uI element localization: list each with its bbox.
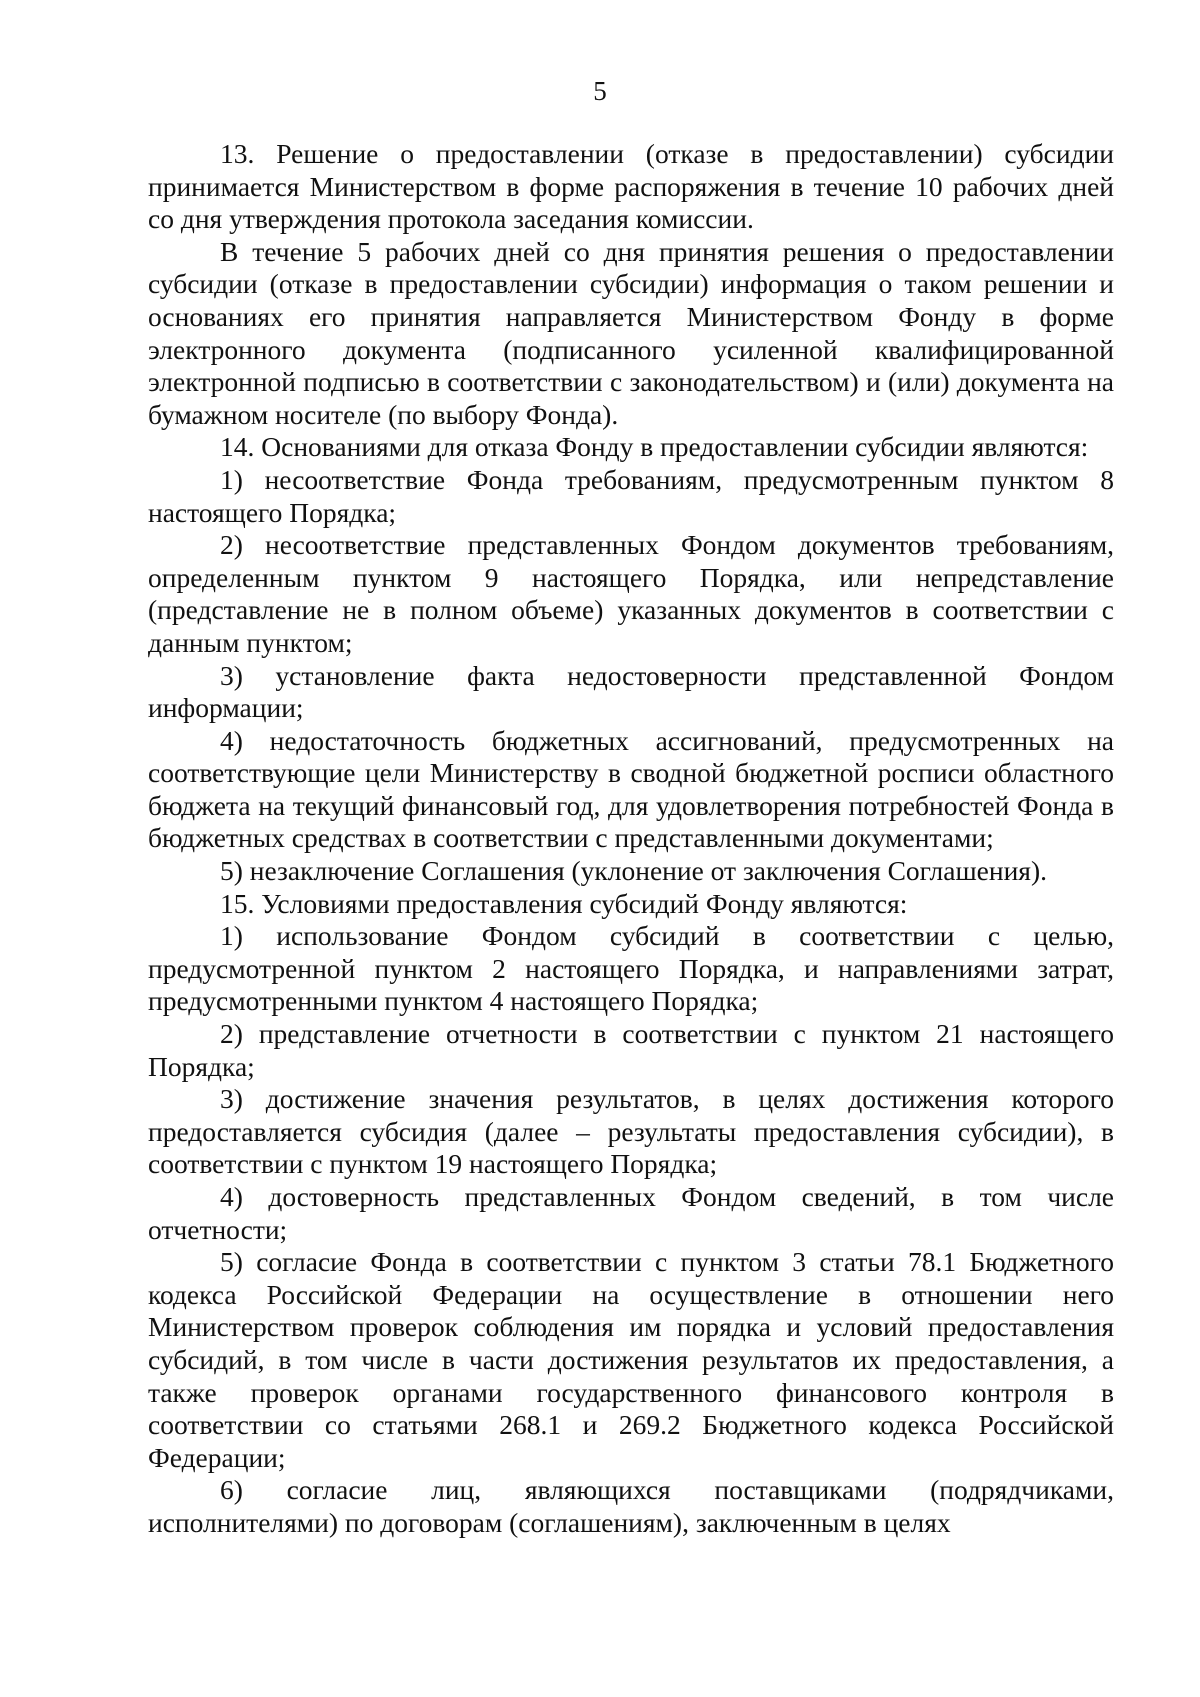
- paragraph-15-item-3: 3) достижение значения результатов, в целях достижения которого предоставляется субсидия (далее – результаты предоставления субсидии), в соответствии с пунктом 19 настоящего Порядка;: [148, 1083, 1114, 1180]
- paragraph-15-item-1: 1) использование Фондом субсидий в соответствии с целью, предусмотренной пунктом 2 настоящего Порядка, и направлениями затрат, предусмотренными пунктом 4 настоящего Порядка;: [148, 920, 1114, 1017]
- paragraph-14-item-3: 3) установление факта недостоверности представленной Фондом информации;: [148, 659, 1114, 724]
- page-number: 5: [593, 76, 607, 106]
- document-body: [148, 138, 1114, 1540]
- paragraph-15-item-4: 4) достоверность представленных Фондом сведений, в том числе отчетности;: [148, 1181, 1114, 1245]
- paragraph-13: 13. Решение о предоставлении (отказе в предоставлении) субсидии принимается Министерством в форме распоряжения в течение 10 рабочих дней со дня утверждения протокола заседания комиссии.: [148, 138, 1114, 235]
- paragraph-14-item-1: 1) несоответствие Фонда требованиям, предусмотренным пунктом 8 настоящего Порядка;: [148, 463, 1114, 528]
- paragraph-15-item-2: 2) представление отчетности в соответствии с пунктом 21 настоящего Порядка;: [148, 1018, 1114, 1082]
- paragraph-14: 14. Основаниями для отказа Фонду в предоставлении субсидии являются:: [220, 431, 1089, 463]
- paragraph-15-item-5: 5) согласие Фонда в соответствии с пунктом 3 статьи 78.1 Бюджетного кодекса Российской Федерации на осуществление в отношении него Министерством проверок соблюдения им порядка и условий предоставления субсидий, в том числе в части достижения результатов их предоставления, а также проверок органами государственного финансового контроля в соответствии со статьями 268.1 и 269.2 Бюджетного кодекса Российской Федерации;: [148, 1246, 1114, 1473]
- paragraph-13-notification: В течение 5 рабочих дней со дня принятия решения о предоставлении субсидии (отказе в предоставлении субсидии) информация о таком решении и основаниях его принятия направляется Министерством Фонду в форме электронного документа (подписанного усиленной квалифицированной электронной подписью в соответствии с законодательством) и (или) документа на бумажном носителе (по выбору Фонда).: [148, 235, 1114, 430]
- paragraph-14-item-5: 5) незаключение Соглашения (уклонение от заключения Соглашения).: [220, 855, 1047, 887]
- paragraph-15-item-6: 6) согласие лиц, являющихся поставщиками (подрядчиками, исполнителями) по договорам (соглашениям), заключенным в целях: [148, 1474, 1114, 1538]
- paragraph-14-item-2: 2) несоответствие представленных Фондом документов требованиям, определенным пунктом 9 настоящего Порядка, или непредставление (представление не в полном объеме) указанных документов в соответствии с данным пунктом;: [148, 529, 1114, 658]
- paragraph-14-item-4: 4) недостаточность бюджетных ассигнований, предусмотренных на соответствующие цели Министерству в сводной бюджетной росписи областного бюджета на текущий финансовый год, для удовлетворения потребностей Фонда в бюджетных средствах в соответствии с представленными документами;: [148, 724, 1114, 854]
- paragraph-15: 15. Условиями предоставления субсидий Фонду являются:: [220, 887, 908, 919]
